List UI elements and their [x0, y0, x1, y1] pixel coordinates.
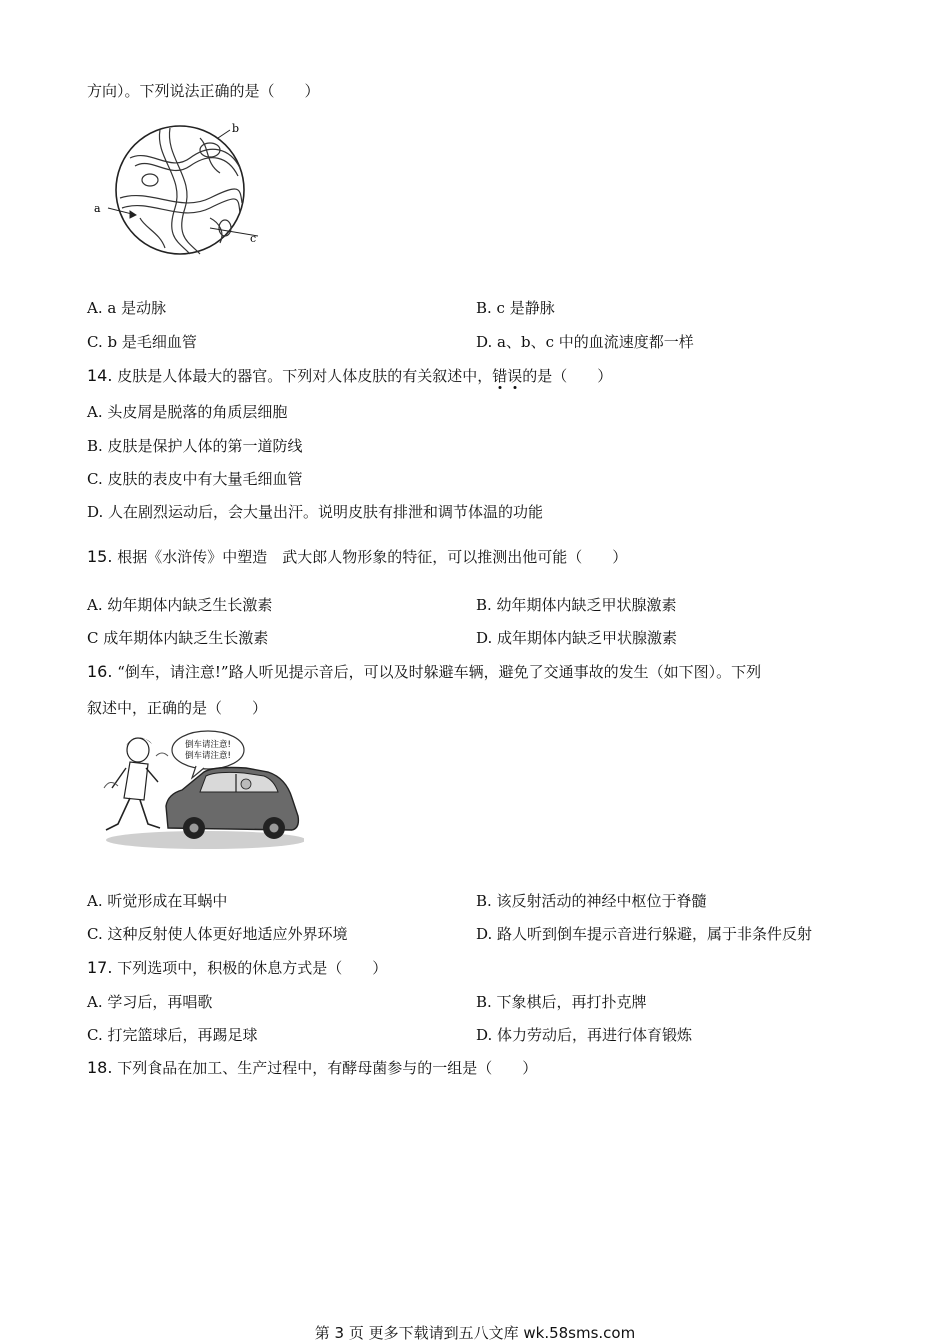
- bubble-text-1: 倒车请注意!: [185, 740, 231, 750]
- q15-option-d: D. 成年期体内缺乏甲状腺激素: [476, 629, 678, 647]
- q14-number: 14.: [87, 366, 113, 385]
- figure-label-c: c: [250, 232, 257, 245]
- q13-option-c: C. b 是毛细血管: [87, 333, 197, 351]
- q13-stem: 方向）。下列说法正确的是（ ）: [87, 82, 320, 100]
- q16-option-c: C. 这种反射使人体更好地适应外界环境: [87, 925, 348, 943]
- q14-stem: 14. 皮肤是人体最大的器官。下列对人体皮肤的有关叙述中，错误的是（ ）: [87, 366, 613, 385]
- q14-option-c: C. 皮肤的表皮中有大量毛细血管: [87, 470, 303, 488]
- q14-option-b: B. 皮肤是保护人体的第一道防线: [87, 437, 303, 455]
- q17-stem: 17. 下列选项中，积极的休息方式是（ ）: [87, 958, 388, 977]
- figure-label-a: a: [94, 202, 101, 215]
- q17-option-c: C. 打完篮球后，再踢足球: [87, 1026, 258, 1044]
- q16-option-d: D. 路人听到倒车提示音进行躲避，属于非条件反射: [476, 925, 813, 943]
- q13-option-b: B. c 是静脉: [476, 299, 555, 317]
- q18-number: 18.: [87, 1058, 113, 1077]
- q16-option-a: A. 听觉形成在耳蜗中: [87, 892, 228, 910]
- q18-stem: 18. 下列食品在加工、生产过程中，有酵母菌参与的一组是（ ）: [87, 1058, 538, 1077]
- q17-option-d: D. 体力劳动后，再进行体育锻炼: [476, 1026, 693, 1044]
- q16-option-b: B. 该反射活动的神经中枢位于脊髓: [476, 892, 707, 910]
- q14-option-a: A. 头皮屑是脱落的角质层细胞: [87, 403, 288, 421]
- q15-option-a: A. 幼年期体内缺乏生长激素: [87, 596, 273, 614]
- figure-label-b: b: [232, 122, 240, 135]
- q13-option-d: D. a、b、c 中的血流速度都一样: [476, 333, 694, 351]
- blood-vessel-figure: [90, 118, 260, 260]
- q17-option-a: A. 学习后，再唱歌: [87, 993, 213, 1011]
- q13-option-a: A. a 是动脉: [87, 299, 167, 317]
- q17-number: 17.: [87, 958, 113, 977]
- q15-stem: 15. 根据《水浒传》中塑造 武大郎人物形象的特征，可以推测出他可能（ ）: [87, 547, 628, 566]
- q16-stem-line2: 叙述中，正确的是（ ）: [87, 699, 268, 717]
- car-reversing-illustration: [96, 728, 304, 852]
- q16-stem-line1: 16. “倒车，请注意!”路人听见提示音后，可以及时躲避车辆，避免了交通事故的发生（如下图）。下列: [87, 662, 762, 681]
- q15-option-c: C 成年期体内缺乏生长激素: [87, 629, 269, 647]
- q15-option-b: B. 幼年期体内缺乏甲状腺激素: [476, 596, 677, 614]
- q17-option-b: B. 下象棋后，再打扑克牌: [476, 993, 647, 1011]
- bubble-text-2: 倒车请注意!: [185, 751, 231, 761]
- q15-number: 15.: [87, 547, 113, 566]
- page-footer: 第 3 页 更多下载请到五八文库 wk.58sms.com: [314, 1324, 636, 1342]
- q16-number: 16.: [87, 662, 113, 681]
- q14-option-d: D. 人在剧烈运动后，会大量出汗。说明皮肤有排泄和调节体温的功能: [87, 503, 544, 521]
